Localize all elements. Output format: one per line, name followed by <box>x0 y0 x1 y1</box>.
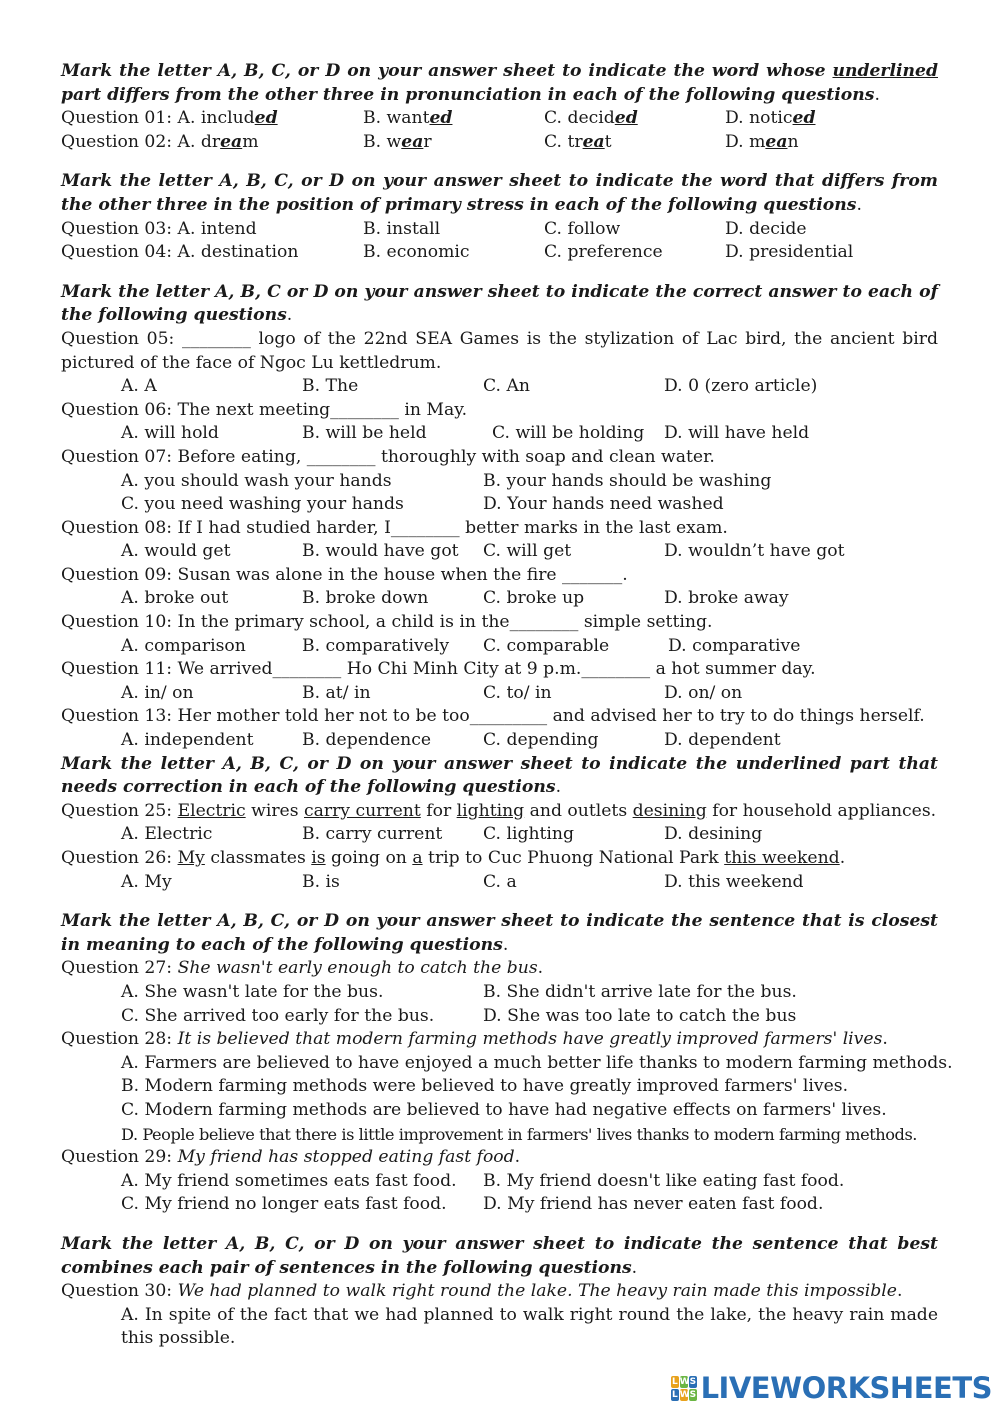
q13-option-b: B. dependence <box>302 730 432 751</box>
liveworksheets-logo-text: LIVEWORKSHEETS <box>700 1371 992 1405</box>
q29-option-c: C. My friend no longer eats fast food. <box>121 1194 447 1215</box>
worksheet-page <box>61 60 953 1351</box>
q10-option-c: C. comparable <box>483 635 610 656</box>
q04-option-c: C. preference <box>544 242 663 263</box>
q04-option-d: D. presidential <box>725 242 854 263</box>
logo-tile: S <box>689 1376 696 1387</box>
q29-options-ab <box>61 1170 938 1194</box>
q25-option-c: C. lighting <box>483 824 575 845</box>
section-4-instruction: Mark the letter A, B, C, or D on your answer sheet to indicate the underlined part that needs correction in each of the following questions. <box>61 753 938 798</box>
q13-option-a: A. independent <box>121 730 254 751</box>
q26-option-a: A. My <box>121 871 172 892</box>
q06-option-b: B. will be held <box>302 423 427 444</box>
q11-option-a: A. in/ on <box>121 682 194 703</box>
q05-options <box>61 375 938 399</box>
q01-option-d: D. noticed <box>725 108 816 129</box>
q07-option-a: A. you should wash your hands <box>121 470 392 491</box>
q25-options <box>61 823 938 847</box>
q26-option-b: B. is <box>302 871 340 892</box>
q07-option-d: D. Your hands need washed <box>483 494 724 515</box>
q29-options-cd <box>61 1193 938 1217</box>
q09-option-b: B. broke down <box>302 588 429 609</box>
q09-options <box>61 587 938 611</box>
q25-option-d: D. desining <box>664 824 763 845</box>
logo-tile: W <box>679 1389 690 1400</box>
q02-option-a: Question 02: A. dream <box>61 131 259 152</box>
q29-option-a: A. My friend sometimes eats fast food. <box>121 1170 457 1191</box>
q07-option-b: B. your hands should be washing <box>483 470 772 491</box>
question-01 <box>61 107 938 131</box>
q10-option-d: D. comparative <box>668 635 801 656</box>
q11-options <box>61 682 938 706</box>
q10-stem: Question 10: In the primary school, a child is in the________ simple setting. <box>61 612 713 633</box>
q05-option-a: A. A <box>121 376 157 397</box>
q26-options <box>61 871 938 895</box>
q27-option-a: A. She wasn't late for the bus. <box>121 981 384 1002</box>
q27-stem: Question 27: She wasn't early enough to catch the bus. <box>61 958 544 979</box>
q29-option-b: B. My friend doesn't like eating fast food. <box>483 1170 845 1191</box>
q27-option-c: C. She arrived too early for the bus. <box>121 1005 435 1026</box>
section-5-instruction: Mark the letter A, B, C, or D on your answer sheet to indicate the sentence that is closest in meaning to each of the following questions. <box>61 911 938 955</box>
q05-option-c: C. An <box>483 376 530 397</box>
q09-option-c: C. broke up <box>483 588 585 609</box>
liveworksheets-logo-icon <box>671 1376 697 1401</box>
q30-stem: Question 30: We had planned to walk right round the lake. The heavy rain made this impossible. <box>61 1281 903 1302</box>
q28-option-d: D. People believe that there is little improvement in farmers' lives thanks to modern farming methods. <box>121 1124 917 1144</box>
q05-stem: Question 05: ________ logo of the 22nd SEA Games is the stylization of Lac bird, the ancient bird pictured of the face of Ngoc Lu kettledrum. <box>61 328 938 373</box>
q28-option-a: A. Farmers are believed to have enjoyed a much better life thanks to modern farming methods. <box>121 1052 953 1073</box>
q11-stem: Question 11: We arrived________ Ho Chi Minh City at 9 p.m.________ a hot summer day. <box>61 659 816 680</box>
q07-options-ab <box>61 470 938 494</box>
q03-option-d: D. decide <box>725 218 807 239</box>
q06-option-c: C. will be holding <box>492 423 645 444</box>
q03-option-a: Question 03: A. intend <box>61 218 257 239</box>
q29-option-d: D. My friend has never eaten fast food. <box>483 1194 824 1215</box>
q27-options-cd <box>61 1005 938 1029</box>
q09-option-d: D. broke away <box>664 588 789 609</box>
q08-option-a: A. would get <box>121 541 231 562</box>
q03-option-b: B. install <box>363 218 441 239</box>
q02-option-b: B. wear <box>363 131 432 152</box>
q08-options <box>61 540 938 564</box>
q30-option-a: A. In spite of the fact that we had planned to walk right round the lake, the heavy rain made this possible. <box>121 1304 938 1349</box>
q08-option-c: C. will get <box>483 541 572 562</box>
q10-option-b: B. comparatively <box>302 635 450 656</box>
q10-option-a: A. comparison <box>121 635 246 656</box>
q26-option-d: D. this weekend <box>664 871 804 892</box>
q09-option-a: A. broke out <box>121 588 229 609</box>
q26-stem: Question 26: My classmates is going on a trip to Cuc Phuong National Park this weekend. <box>61 848 846 868</box>
q07-option-c: C. you need washing your hands <box>121 494 404 515</box>
q10-options <box>61 635 938 659</box>
section-2-instruction: Mark the letter A, B, C, or D on your answer sheet to indicate the word that differs from the other three in the position of primary stress in each of the following questions. <box>61 171 938 215</box>
q11-option-b: B. at/ in <box>302 682 371 703</box>
q06-options <box>61 422 938 446</box>
question-03 <box>61 218 938 242</box>
section-3-instruction: Mark the letter A, B, C or D on your answer sheet to indicate the correct answer to each of the following questions. <box>61 281 938 326</box>
section-1-instruction: Mark the letter A, B, C, or D on your answer sheet to indicate the word whose underlined part differs from the other three in pronunciation in each of the following questions. <box>61 61 938 105</box>
q27-option-d: D. She was too late to catch the bus <box>483 1005 797 1026</box>
q06-option-d: D. will have held <box>664 423 810 444</box>
q04-option-b: B. economic <box>363 242 470 263</box>
q28-stem: Question 28: It is believed that modern farming methods have greatly improved farmers' lives. <box>61 1029 888 1050</box>
logo-tile: S <box>689 1389 696 1400</box>
q08-option-b: B. would have got <box>302 541 459 562</box>
q06-stem: Question 06: The next meeting________ in May. <box>61 399 468 420</box>
question-02 <box>61 131 938 155</box>
q13-options <box>61 729 938 753</box>
q02-option-d: D. mean <box>725 131 799 152</box>
question-04 <box>61 241 938 265</box>
q13-stem: Question 13: Her mother told her not to be too_________ and advised her to try to do things herself. <box>61 706 925 727</box>
liveworksheets-logo[interactable] <box>671 1371 992 1405</box>
logo-tile: W <box>679 1376 690 1387</box>
q28-option-b: B. Modern farming methods were believed to have greatly improved farmers' lives. <box>121 1076 849 1097</box>
q01-option-a: Question 01: A. included <box>61 108 278 129</box>
q13-option-d: D. dependent <box>664 730 781 751</box>
section-6-instruction: Mark the letter A, B, C, or D on your answer sheet to indicate the sentence that best combines each pair of sentences in the following questions. <box>61 1233 938 1278</box>
q08-option-d: D. wouldn’t have got <box>664 541 845 562</box>
q06-option-a: A. will hold <box>121 423 219 444</box>
q01-option-b: B. wanted <box>363 108 453 129</box>
q07-stem: Question 07: Before eating, ________ thoroughly with soap and clean water. <box>61 446 715 467</box>
q28-option-c: C. Modern farming methods are believed to have had negative effects on farmers' lives. <box>121 1099 887 1120</box>
q08-stem: Question 08: If I had studied harder, I________ better marks in the last exam. <box>61 517 728 538</box>
q11-option-d: D. on/ on <box>664 682 743 703</box>
logo-tile: L <box>671 1389 678 1400</box>
q02-option-c: C. treat <box>544 131 612 152</box>
q29-stem: Question 29: My friend has stopped eating fast food. <box>61 1147 521 1168</box>
q07-options-cd <box>61 493 938 517</box>
q05-option-b: B. The <box>302 376 359 397</box>
q25-stem: Question 25: Electric wires carry current for lighting and outlets desining for household appliances. <box>61 800 937 821</box>
q11-option-c: C. to/ in <box>483 682 552 703</box>
q25-option-a: A. Electric <box>121 824 213 845</box>
q01-option-c: C. decided <box>544 108 638 129</box>
q25-option-b: B. carry current <box>302 824 443 845</box>
q27-option-b: B. She didn't arrive late for the bus. <box>483 981 797 1002</box>
logo-tile: L <box>671 1376 678 1387</box>
q26-option-c: C. a <box>483 871 517 892</box>
q05-option-d: D. 0 (zero article) <box>664 376 818 397</box>
q27-options-ab <box>61 981 938 1005</box>
q03-option-c: C. follow <box>544 218 621 239</box>
q04-option-a: Question 04: A. destination <box>61 242 299 263</box>
q13-option-c: C. depending <box>483 730 599 751</box>
q09-stem: Question 09: Susan was alone in the house when the fire _______. <box>61 564 628 585</box>
